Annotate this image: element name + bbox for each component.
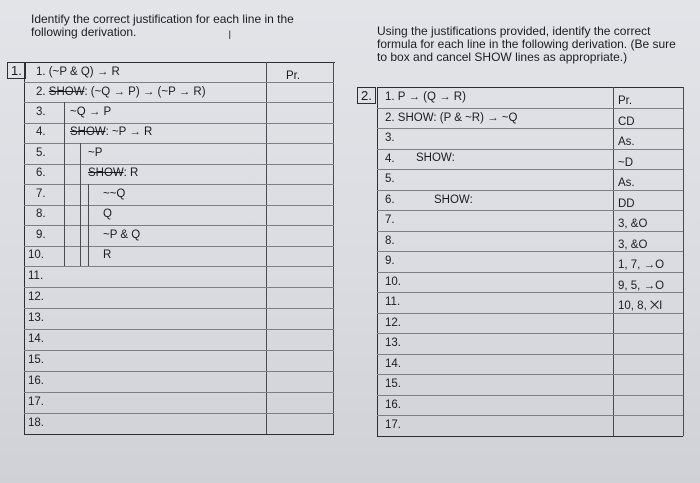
row-divider — [24, 102, 334, 103]
row-divider — [377, 374, 683, 375]
row-divider — [377, 251, 683, 252]
row-divider — [377, 128, 683, 129]
right-line-2: 2. SHOW: (P & ~R) → ~Q — [385, 112, 518, 124]
left-line-6-formula — [88, 167, 138, 179]
left-line-number: 5. — [36, 147, 46, 159]
right-line-11: 11. — [385, 296, 401, 308]
right-line-12: 12. — [385, 317, 401, 329]
left-line-number: 12. — [28, 291, 44, 303]
left-line-number: 9. — [36, 229, 46, 241]
right-line-13: 13. — [385, 337, 401, 349]
row-divider — [24, 143, 334, 144]
left-line-number: 7. — [36, 188, 46, 200]
justification-8: 3, &O — [618, 239, 648, 251]
row-divider — [24, 329, 334, 330]
justification-1: Pr. — [618, 95, 633, 107]
right-line-17: 17. — [385, 419, 401, 431]
left-line-9-formula: ~P & Q — [103, 229, 141, 241]
row-divider — [377, 395, 683, 396]
row-divider — [24, 266, 334, 267]
justification-4: ~D — [618, 157, 634, 169]
right-line-3: 3. — [385, 132, 395, 144]
right-line-7: 7. — [385, 214, 395, 226]
row-divider — [377, 292, 683, 293]
row-divider — [377, 231, 683, 232]
justification-11: 10, 8, ⨉I — [618, 300, 663, 312]
justification-2: CD — [618, 116, 635, 128]
left-line-number: 11. — [28, 270, 44, 282]
row-divider — [377, 108, 683, 109]
show-struck-label: SHOW — [70, 126, 106, 138]
left-line-number: 18. — [28, 417, 44, 429]
row-divider — [24, 225, 334, 226]
show-label: SHOW: — [416, 152, 455, 164]
row-divider — [377, 333, 683, 334]
row-divider — [377, 210, 683, 211]
left-line-4-formula — [70, 126, 152, 138]
left-line-number: 15. — [28, 354, 44, 366]
left-line-1: 1. (~P & Q) → R — [36, 66, 120, 78]
left-line-5-formula: ~P — [88, 147, 103, 159]
left-line-number: 6. — [36, 167, 46, 179]
left-line-2-number: 2. — [36, 86, 46, 98]
right-line-8: 8. — [385, 235, 395, 247]
problem-number-2: 2. — [357, 87, 376, 104]
left-line-number: 4. — [36, 126, 46, 138]
left-line-4-rest: : ~P → R — [105, 126, 153, 138]
row-divider — [24, 246, 334, 247]
row-divider — [377, 190, 683, 191]
right-line-1: 1. P → (Q → R) — [385, 91, 466, 103]
right-line-5: 5. — [385, 173, 395, 185]
justification-7: 3, &O — [618, 218, 648, 230]
show-label: SHOW: — [434, 194, 473, 206]
justification-10: 9, 5, →O — [618, 280, 665, 292]
right-instructions: Using the justifications provided, identify the correct formula for each line in the following derivation. (Be sure to box and cancel SHOW lines as appropriate.) — [377, 24, 676, 64]
justification-9: 1, 7, →O — [618, 259, 665, 271]
left-line-number: 13. — [28, 312, 44, 324]
row-divider — [377, 313, 683, 314]
row-divider — [24, 164, 334, 165]
row-divider — [24, 205, 334, 206]
left-line-2-formula: : (~Q → P) → (~P → R) — [84, 86, 206, 98]
right-line-10: 10. — [385, 276, 401, 288]
right-line-6: 6. — [385, 194, 395, 206]
row-divider — [24, 287, 334, 288]
left-line-number: 14. — [28, 333, 44, 345]
justification-6: DD — [618, 198, 635, 210]
left-line-number: 10. — [28, 249, 44, 261]
right-line-9: 9. — [385, 255, 395, 267]
left-instructions: Identify the correct justification for each line in the following derivation. — [31, 12, 294, 39]
justification-3: As. — [618, 136, 635, 148]
left-line-7-formula: ~~Q — [103, 188, 126, 200]
row-divider — [24, 308, 334, 309]
left-line-10-formula: R — [103, 249, 112, 261]
show-struck-label: SHOW — [88, 167, 124, 179]
row-divider — [24, 371, 334, 372]
left-line-number: 16. — [28, 375, 44, 387]
row-divider — [377, 415, 683, 416]
row-divider — [377, 149, 683, 150]
left-line-6-rest: : R — [123, 167, 139, 179]
row-divider — [24, 82, 334, 83]
row-divider — [24, 392, 334, 393]
left-line-number: 3. — [36, 106, 46, 118]
text-cursor-icon: I — [228, 28, 232, 42]
row-divider — [24, 350, 334, 351]
row-divider — [377, 272, 683, 273]
pr-column-header: Pr. — [286, 70, 301, 82]
left-line-number: 8. — [36, 208, 46, 220]
right-line-16: 16. — [385, 399, 401, 411]
problem-number-1: 1. — [7, 62, 26, 79]
left-line-number: 17. — [28, 396, 44, 408]
row-divider — [24, 123, 334, 124]
right-line-15: 15. — [385, 378, 401, 390]
show-struck-label: SHOW — [48, 86, 85, 98]
left-line-2 — [36, 86, 206, 98]
justification-5: As. — [618, 177, 635, 189]
left-line-8-formula: Q — [103, 208, 112, 220]
row-divider — [24, 184, 334, 185]
right-line-14: 14. — [385, 358, 401, 370]
row-divider — [377, 169, 683, 170]
row-divider — [24, 413, 334, 414]
left-line-3-formula: ~Q → P — [70, 106, 112, 118]
right-line-4: 4. — [385, 153, 395, 165]
row-divider — [377, 354, 683, 355]
